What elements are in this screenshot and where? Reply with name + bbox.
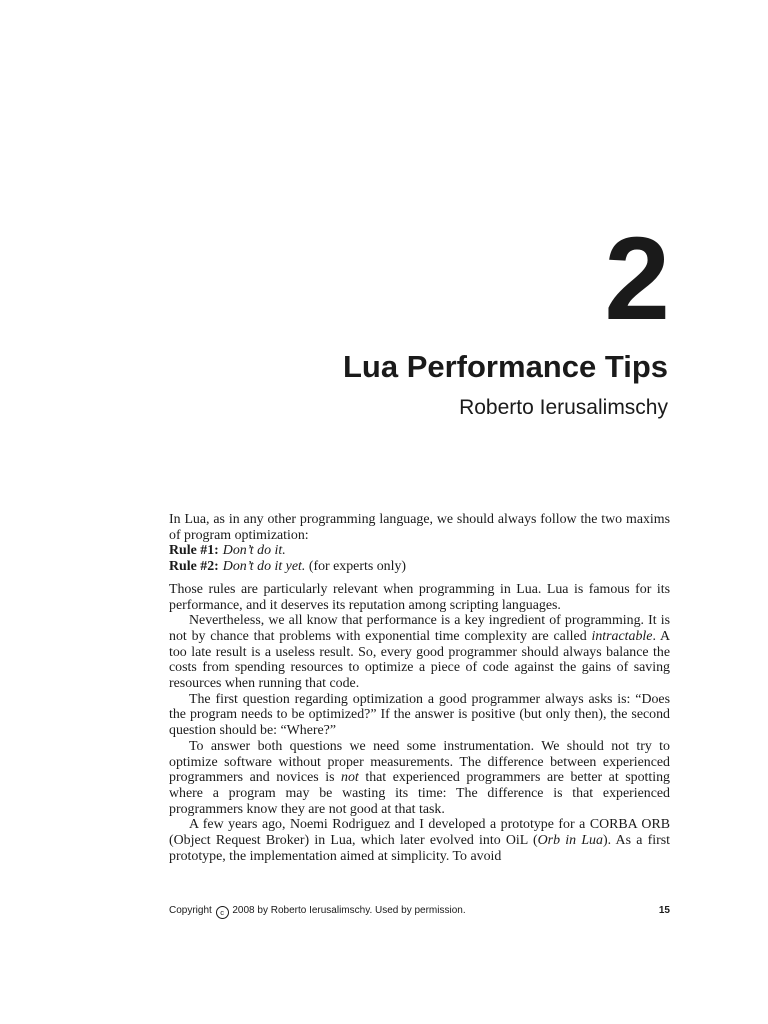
paragraph-5-text-b: ). As a first prototype, the implementation aimed at simplicity. To avoid xyxy=(169,833,671,864)
rule-2-label: Rule #2: xyxy=(169,559,219,575)
copyright-text: 2008 by Roberto Ierusalimschy. Used by permission. xyxy=(229,905,466,916)
paragraph-5-text-a: A few years ago, Noemi Rodriguez and I developed a prototype for a CORBA ORB (Object Request Broker) in Lua, which later evolved into OiL ( xyxy=(169,817,670,849)
paragraph-2-emphasis: intractable xyxy=(591,628,653,644)
page-footer xyxy=(169,905,670,919)
chapter-number: 2 xyxy=(604,213,668,345)
body-text xyxy=(169,512,670,864)
rule-2-note: (for experts only) xyxy=(305,559,407,575)
rule-1-text: Don’t do it. xyxy=(222,543,286,559)
chapter-author: Roberto Ierusalimschy xyxy=(459,396,668,419)
paragraph-3: The first question regarding optimization a good programmer always asks is: “Does the program needs to be optimized?” If the answer is positive (but only then), the second question should be: “Where?” xyxy=(169,691,670,739)
paragraph-4-emphasis: not xyxy=(341,770,359,786)
rule-2-text: Don’t do it yet. xyxy=(222,559,306,575)
copyright-prefix: Copyright xyxy=(169,905,215,916)
paragraph-2 xyxy=(169,613,670,692)
paragraph-4 xyxy=(169,739,670,818)
chapter-title: Lua Performance Tips xyxy=(342,349,668,384)
rule-1-label: Rule #1: xyxy=(169,543,219,559)
paragraph-2-text-b: . A too late result is a useless result. So, every good programmer should always balance the costs from spending resources to optimize a piece of code against the gains of saving resources when running that code. xyxy=(169,628,670,692)
paragraph-5 xyxy=(169,817,670,864)
paragraph-5-emphasis: Orb in Lua xyxy=(537,833,603,849)
rule-2 xyxy=(169,559,670,575)
paragraph-2-text-a: Nevertheless, we all know that performance is a key ingredient of programming. It is not by chance that problems with exponential time complexity are called xyxy=(169,613,670,644)
paragraph-4-text-a: To answer both questions we need some instrumentation. We should not try to optimize software without proper measurements. The difference between experienced programmers and novices is xyxy=(169,738,670,786)
page-number: 15 xyxy=(658,905,670,916)
intro-paragraph: In Lua, as in any other programming language, we should always follow the two maxims of program optimization: xyxy=(169,512,670,543)
rule-1 xyxy=(169,543,670,559)
paragraph-4-text-b: that experienced programmers are better at spotting where a program may be wasting its time: The difference is that experienced programmers know they are not good at that task. xyxy=(169,770,671,817)
copyright-icon: c xyxy=(216,906,229,919)
paragraph-1: Those rules are particularly relevant when programming in Lua. Lua is famous for its performance, and it deserves its reputation among scripting languages. xyxy=(169,581,670,613)
